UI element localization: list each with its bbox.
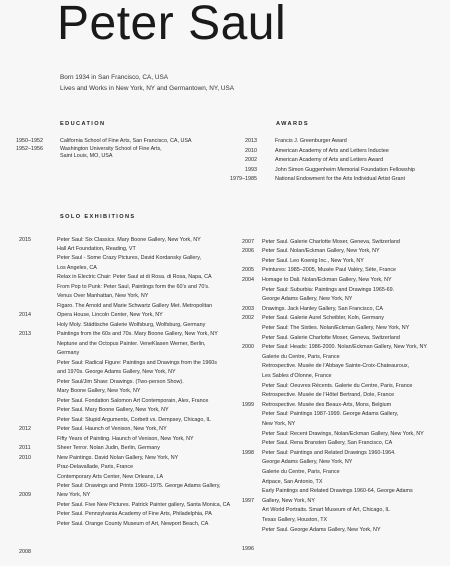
exhibition-entry: Peter Saul. Pennsylvania Academy of Fine Arts, Philadelphia, PA xyxy=(57,511,212,518)
exhibition-year: 2003 xyxy=(242,305,254,312)
exhibition-entry: New York, NY xyxy=(262,420,296,427)
education-year: 1952–1956 xyxy=(16,145,43,152)
exhibition-entry: From Pop to Punk: Peter Saul, Paintings form the 60’s and 70’s. xyxy=(57,283,210,290)
exhibition-entry: Peter Saul. Rena Bransten Gallery, San Francisco, CA xyxy=(262,440,393,447)
exhibition-entry: Peter Saul. Orange County Museum of Art, Newport Beach, CA xyxy=(57,520,209,527)
exhibition-entry: Praz-Delavallade, Paris, France xyxy=(57,464,134,471)
awards-heading: AWARDS xyxy=(276,121,309,127)
exhibition-year: 2005 xyxy=(242,267,254,274)
exhibition-entry: Retrospective. Musée de l’Hôtel Bertrand, Dole, France xyxy=(262,392,395,399)
exhibition-entry: Peter Saul - Some Crazy Pictures, David Kordansky Gallery, xyxy=(57,255,202,262)
exhibition-year: 2013 xyxy=(19,331,31,338)
education-entry: California School of Fine Arts, San Francisco, CA, USA xyxy=(60,138,192,144)
exhibition-entry: Art World Portraits. Smart Museum of Art, Chicago, IL xyxy=(262,507,390,514)
exhibition-entry: Neptune and the Octopus Painter. VeneKlasen Werner, Berlin, xyxy=(57,340,206,347)
exhibition-entry: George Adams Gallery, New York, NY xyxy=(262,459,353,466)
exhibition-entry: Peter Saul: Stupid Arguments, Corbett vs. Dempsey, Chicago, IL xyxy=(57,416,211,423)
exhibition-year: 2000 xyxy=(242,344,254,351)
exhibition-entry: Hall Art Foundation, Reading, VT xyxy=(57,245,136,252)
exhibition-entry: Peter Saul/Jim Shaw: Drawings. (Two-person Show). xyxy=(57,378,184,385)
education-entry: Saint Louis, MO, USA xyxy=(60,153,113,160)
exhibition-year: 1997 xyxy=(242,497,254,504)
award-entry: American Academy of Arts and Letters Inductee xyxy=(275,147,389,154)
exhibition-entry: Fifty Years of Painting. Haunch of Venison, New York, NY xyxy=(57,435,194,442)
exhibition-year: 2006 xyxy=(242,248,254,255)
exhibition-year: 2014 xyxy=(19,312,31,319)
exhibition-entry: Los Angeles, CA xyxy=(57,264,97,271)
exhibition-year: 2008 xyxy=(19,549,31,556)
education-year: 1950–1952 xyxy=(16,138,43,144)
exhibition-entry: and 1970s. George Adams Gallery, New York, NY xyxy=(57,369,176,376)
exhibition-entry: Peintures: 1985–2005, Musée Paul Valéry, Sète, France xyxy=(262,267,397,274)
exhibition-entry: Sheer Terror. Nolan Judin, Berlin, Germany xyxy=(57,445,160,452)
exhibition-entry: Gallery, New York, NY xyxy=(262,497,315,504)
exhibition-entry: Peter Saul. Mary Boone Gallery, New York, NY xyxy=(57,407,169,414)
award-year: 2013 xyxy=(245,138,257,144)
exhibition-entry: Drawings. Jack Hanley Gallery, San Francisco, CA xyxy=(262,305,383,312)
exhibition-entry: Peter Saul. Nolan/Eckman Gallery, New York, NY xyxy=(262,248,380,255)
exhibition-entry: Mary Boone Gallery, New York, NY xyxy=(57,388,141,395)
exhibition-entry: Paintings from the 60s and 70s. Mary Boone Gallery, New York, NY xyxy=(57,331,218,338)
exhibition-entry: Contemporary Arts Center, New Orleans, LA xyxy=(57,473,164,480)
exhibition-entry: Peter Saul. Haunch of Venison, New York, NY xyxy=(57,426,167,433)
exhibition-entry: Galerie du Centre, Paris, France xyxy=(262,353,340,360)
exhibition-entry: New Paintings. David Nolan Gallery, New York, NY xyxy=(57,454,179,461)
exhibition-entry: Figaro. The Arnold and Marie Schwartz Gallery Met. Metropolitan xyxy=(57,302,213,309)
exhibition-year: 1998 xyxy=(242,449,254,456)
exhibition-entry: Peter Saul: Heads: 1986-2000. Nolan/Eckman Gallery, New York, NY xyxy=(262,344,427,351)
exhibition-entry: Retrospective. Musée des Beaux-Arts, Mons, Belgium xyxy=(262,401,392,408)
exhibition-entry: Peter Saul. George Adams Gallery, New York, NY xyxy=(262,526,381,533)
exhibition-entry: George Adams Gallery, New York, NY xyxy=(262,296,353,303)
exhibition-entry: Peter Saul. Galerie Charlotte Moser, Geneva, Switzerland xyxy=(262,334,400,341)
exhibition-year: 2015 xyxy=(19,236,31,243)
exhibition-entry: Peter Saul: The Sixties. Nolan/Eckman Gallery, New York, NY xyxy=(262,324,410,331)
exhibition-entry: Venus Over Manhattan, New York, NY xyxy=(57,293,149,300)
award-entry: National Endowment for the Arts Individual Artist Grant xyxy=(275,176,406,183)
exhibition-year: 2002 xyxy=(242,315,254,322)
education-entry: Washington University School of Fine Arts, xyxy=(60,145,162,152)
exhibition-entry: Peter Saul: Drawings and Prints 1960–1975. George Adams Gallery, xyxy=(57,482,221,489)
exhibition-entry: Galerie du Centre, Paris, France xyxy=(262,468,340,475)
exhibition-year: 1999 xyxy=(242,401,254,408)
exhibition-year: 2010 xyxy=(19,454,31,461)
exhibition-entry: Relax in Electric Chair: Peter Saul at di Rosa. di Rosa, Napa, CA xyxy=(57,274,212,281)
bio-birth: Born 1934 in San Francisco, CA, USA xyxy=(60,74,168,81)
award-year: 2002 xyxy=(245,157,257,164)
exhibition-entry: Peter Saul. Leo Koenig Inc., New York, NY xyxy=(262,257,364,264)
exhibition-entry: Peter Saul: Recent Drawings, Nolan/Eckman Gallery, New York, NY xyxy=(262,430,424,437)
exhibition-year: 1996 xyxy=(242,545,254,552)
exhibition-entry: Peter Saul. Galerie Aurel Scheibler, Koln, Germany xyxy=(262,315,384,322)
exhibition-year: 2007 xyxy=(242,238,254,245)
exhibition-year: 2009 xyxy=(19,492,31,499)
exhibition-entry: Holy Moly. Städtische Galerie Wolfsburg, Wolfsburg, Germany xyxy=(57,321,206,328)
exhibition-entry: Opera House, Lincoln Center, New York, NY xyxy=(57,312,163,319)
exhibition-year: 2012 xyxy=(19,426,31,433)
exhibition-entry: New York, NY xyxy=(57,492,91,499)
education-heading: EDUCATION xyxy=(60,121,106,127)
exhibition-entry: Peter Saul: Suburbia: Paintings and Drawings 1965-69. xyxy=(262,286,395,293)
exhibition-entry: Peter Saul. Five New Pictures. Patrick Painter gallery, Santa Monica, CA xyxy=(57,501,231,508)
exhibition-entry: Peter Saul: Radical Figure: Paintings and Drawings from the 1960s xyxy=(57,359,218,366)
exhibition-entry: Artpace, San Antonio, TX xyxy=(262,478,323,485)
page-title: Peter Saul xyxy=(57,0,287,50)
bio-residence: Lives and Works in New York, NY and Germantown, NY, USA xyxy=(60,85,235,92)
exhibition-year: 2011 xyxy=(19,445,31,452)
exhibition-entry: Peter Saul: Oeuvres Récents. Galerie du Centre, Paris, France xyxy=(262,382,413,389)
solo-exhibitions-heading: SOLO EXHIBITIONS xyxy=(60,214,136,220)
exhibition-entry: Les Sables d’Olonne, France xyxy=(262,372,332,379)
award-year: 1979–1985 xyxy=(230,176,257,183)
award-entry: John Simon Guggenheim Memorial Foundation Fellowship xyxy=(275,166,415,173)
award-entry: American Academy of Arts and Letters Award xyxy=(275,157,384,164)
award-entry: Francis J. Greenburger Award xyxy=(275,138,347,144)
award-year: 2010 xyxy=(245,147,257,154)
exhibition-year: 2004 xyxy=(242,276,254,283)
exhibition-entry: Homage to Dali. Nolan/Eckman Gallery, New York, NY xyxy=(262,276,392,283)
exhibition-entry: Peter Saul: Paintings and Related Drawings 1960-1964. xyxy=(262,449,396,456)
exhibition-entry: Peter Saul. Fondation Salomon Art Contemporain, Alex, France xyxy=(57,397,209,404)
exhibition-entry: Peter Saul: Six Classics. Mary Boone Gallery, New York, NY xyxy=(57,236,201,243)
exhibition-entry: Peter Saul. Galerie Charlotte Moser, Geneva, Switzerland xyxy=(262,238,400,245)
exhibition-entry: Early Paintings and Related Drawings 1960-64, George Adams xyxy=(262,488,413,495)
exhibition-entry: Germany xyxy=(57,350,80,357)
exhibition-entry: Peter Saul: Paintings 1987-1999. George Adams Gallery, xyxy=(262,411,399,418)
exhibition-entry: Texas Gallery, Houston, TX xyxy=(262,516,328,523)
award-year: 1993 xyxy=(245,166,257,173)
exhibition-entry: Retrospective. Musée de l’Abbaye Sainte-Croix-Chateauroux, xyxy=(262,363,410,370)
